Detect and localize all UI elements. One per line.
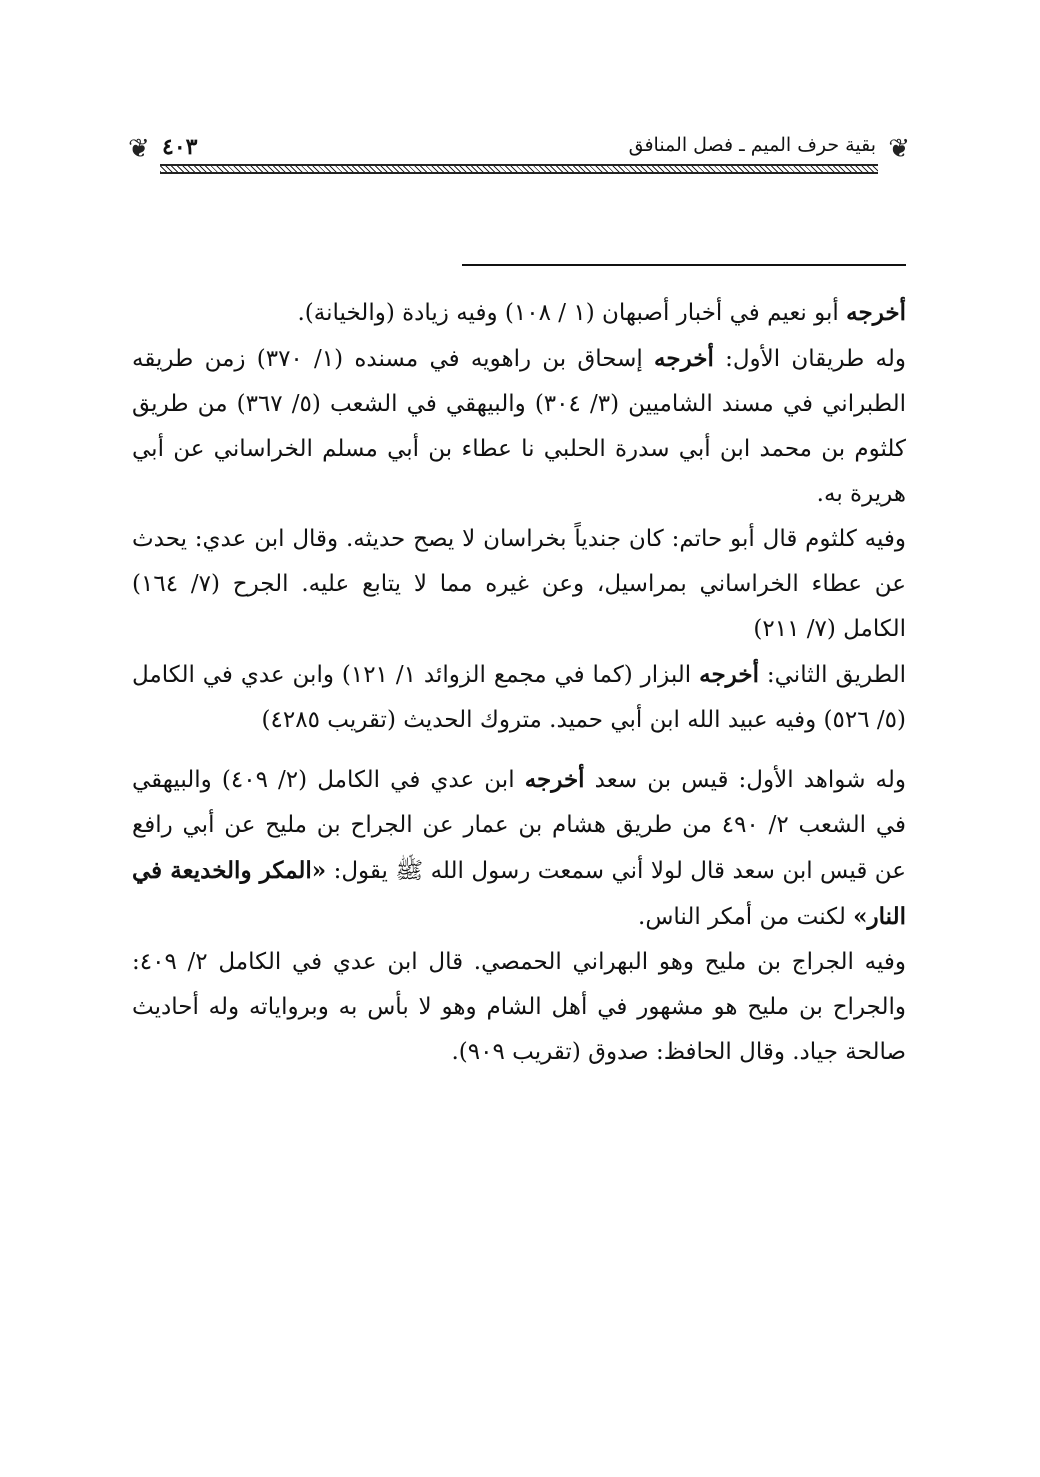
running-title: بقية حرف الميم ـ فصل المنافق [628, 134, 876, 156]
ornament-left-icon: ❦ [128, 134, 150, 164]
paragraph-6 [132, 940, 906, 1075]
text: الطريق الثاني: [758, 662, 907, 688]
page-header [128, 128, 910, 176]
footnote-separator [462, 264, 906, 266]
paragraph-3 [132, 517, 906, 652]
text: وله شواهد الأول: قيس بن سعد [584, 767, 907, 793]
text: وله طريقان الأول: [713, 346, 906, 372]
quote-bold: «المكر والخديعة في النار» [132, 857, 906, 930]
ornament-right-icon: ❦ [888, 134, 910, 164]
text: إسحاق بن راهويه في مسنده (١/ ٣٧٠) زمن طريقه الطبراني في مسند الشاميين (٣/ ٣٠٤) والبيهقي في الشعب (٥/ ٣٦٧) من طريق كلثوم بن محمد ابن أبي سدرة الحلبي نا عطاء بن أبي مسلم الخراساني عن أبي هريرة به. [132, 346, 906, 507]
text: ابن عدي في الكامل (٢/ ٤٠٩) والبيهقي في الشعب ٢/ ٤٩٠ من طريق هشام بن عمار عن الجراح بن مليح عن أبي رافع عن قيس ابن سعد قال لولا أني سمعت رسول الله ﷺ يقول: [132, 767, 907, 884]
page-number: ٤٠٣ [162, 134, 198, 160]
paragraph-5 [132, 757, 906, 940]
text: وفيه كلثوم قال أبو حاتم: كان جندياً بخراسان لا يصح حديثه. وقال ابن عدي: يحدث عن عطاء الخراساني بمراسيل، وعن غيره مما لا يتابع عليه. الجرح (٧/ ١٦٤) الكامل (٧/ ٢١١) [132, 526, 906, 642]
paragraph-1 [132, 290, 906, 336]
paragraph-2 [132, 336, 906, 517]
text: أبو نعيم في أخبار أصبهان (١ / ١٠٨) وفيه زيادة (والخيانة). [297, 300, 847, 326]
keyword-bold: أخرجه [846, 299, 906, 326]
footnote-body [132, 290, 906, 1075]
text: وفيه الجراج بن مليح وهو البهراني الحمصي. قال ابن عدي في الكامل ٢/ ٤٠٩: والجراح بن مليح هو مشهور في أهل الشام وهو لا بأس به وبرواياته وله أحاديث صالحة جياد. وقال الحافظ: صدوق (تقريب ٩٠٩). [132, 949, 906, 1065]
text: البزار (كما في مجمع الزوائد ١/ ١٢١) وابن عدي في الكامل (٥/ ٥٢٦) وفيه عبيد الله ابن أبي حميد. متروك الحديث (تقريب ٤٢٨٥) [132, 662, 906, 733]
text: لكنت من أمكر الناس. [638, 904, 854, 930]
paragraph-4 [132, 652, 906, 743]
keyword-bold: أخرجه [699, 661, 759, 688]
header-rule [160, 164, 878, 174]
keyword-bold: أخرجه [524, 766, 585, 793]
keyword-bold: أخرجه [654, 345, 714, 372]
